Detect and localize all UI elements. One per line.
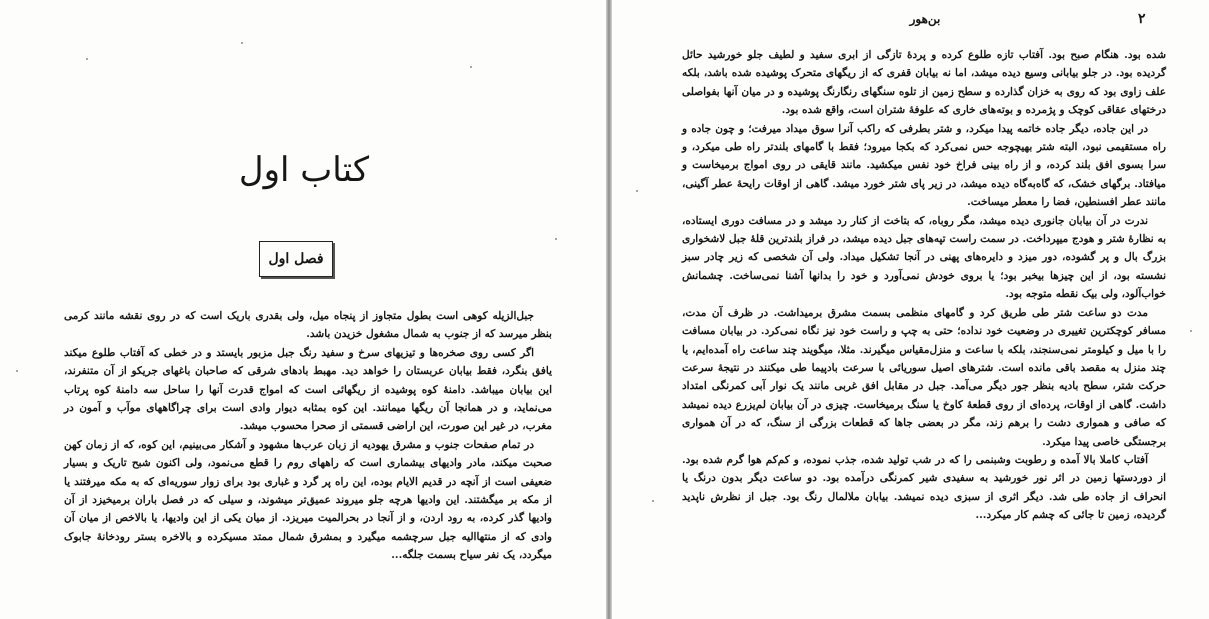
scan-speck <box>470 66 472 68</box>
chapter-heading <box>259 241 333 277</box>
paragraph: در تمام صفحات جنوب و مشرق یهودیه از زبان عرب‌ها مشهود و آشکار می‌بینیم، این کوه، که از زمان کهن صحبت میکند، مادر وادیهای بیشماری است که راههای روم را قطع می‌نمود، ولی اکنون شبح تاریک و بسیار ضعیفی است از آنچه در قدیم الایام بوده، این راه پر گرد و غباری بود برای زوار سوریه‌ای که به مکه میرفتند یا از مکه بر میگشتند. این وادیها هرچه جلو میروند عمیق‌تر میشوند، و سیلی که در فصل باران برمیخیزد از آن وادیها گذر کرده، به رود اردن، و از آنجا در بحرالمیت میریزد. از میان یکی از این وادیها، یا بالاخص از میان آن وادی که از منتهاالیه جبل سرچشمه میگیرد و بمشرق شمال ممتد مسیکرده و بالاخره بستر رودخانهٔ جابوک میگردد، یک نفر سیاح بسمت جلگه... <box>64 438 552 562</box>
scan-speck <box>636 190 638 192</box>
scan-speck <box>555 238 557 240</box>
left-body-text <box>64 307 552 565</box>
scan-speck <box>86 58 88 60</box>
scan-speck <box>16 370 18 372</box>
page-number: ۲ <box>1138 11 1146 27</box>
paragraph: جبل‌الزیله کوهی است بطول متجاوز از پنجاه میل، ولی بقدری باریک است که در روی نقشه مانند کرمی بنظر میرسد که از جنوب به شمال مشغول خزیدن باشد. <box>64 310 552 341</box>
scan-speck <box>652 500 654 502</box>
scan-speck <box>1190 330 1192 332</box>
scan-speck <box>241 42 243 44</box>
paragraph: مدت دو ساعت شتر طی طریق کرد و گامهای منظمی بسمت مشرق برمیداشت. در ظرف آن مدت، مسافر کوچکترین تغییری در وضعیت خود نداده؛ حتی به چپ و راست خود نیز نگاه نمی‌کرد. در بیابان مسافت را با میل و کیلومتر نمی‌سنجند، بلکه با ساعت و منزل‌مقیاس میگیرند. مثلا، میگویند چند ساعت راه آمده‌ایم، یا چند منزل به مقصد باقی مانده است. شترهای اصیل سوریائی با سرعت بادپیما طی میکنند در نتیجهٔ سرعت حرکت شتر، سطح بادیه بنظر جور دیگر می‌آمد. جبل در مقابل افق غربی مانند یک نوار آبی کمرنگی امتداد داشت. گاهی از اوقات، پرده‌ای از روی قطعهٔ کاوخ یا سنگ برمیخاست. چیزی در آن بیابان لم‌یزرع دیده نمیشد که صافی و همواری دشت را برهم زند، مگر در بعضی جاها که قطعات بزرگی از سنگ، که در آن همواری برجستگی خاصی پیدا میکرد. <box>682 306 1166 448</box>
paragraph: اگر کسی روی صخره‌ها و تیزیهای سرخ و سفید رنگ جبل مزبور بایستد و در خطی که آفتاب طلوع میکند یافق بنگرد، فقط بیابان عربستان را خواهد دید. مهبط بادهای شرقی که صاحبان باغهای جریکو از آن متنفرند، این بیابان میباشد. دامنهٔ کوه پوشیده از ریگهائی است که امواج قدرت آنها را ساحل سه دامنهٔ کوه پرتاب می‌نماید، و در همانجا آن ریگها میمانند. این کوه بمثابه دیوار وادی است برای چراگاههای موآب و آمون در مغرب، در غیر این صورت، این اراضی قسمتی از صحرا محسوب میشد. <box>64 346 552 433</box>
paragraph: در این جاده، دیگر جاده خاتمه پیدا میکرد، و شتر بطرفی که راکب آنرا سوق میداد میرفت؛ و چون جاده و راه مستقیمی نبود، البته شتر بهیچوجه حس نمی‌کرد که بکجا میرود؛ فقط با گامهای بلندتر راه طی میکرد، و سرا بسوی افق بلند کرده، و از راه بینی فراخ خود نفس میکشید. مانند قایقی در روی امواج برمیخاست و میافتاد. برگهای خشک، که گاه‌به‌گاه دیده میشد، در زیر پای شتر خورد میشد. گاهی از اوقات رایحهٔ عطر آگینی، مانند عطر افسنطین، فضا را معطر میساخت. <box>682 122 1166 209</box>
running-head: بن‌هور <box>909 12 941 26</box>
chapter-heading-text: فصل اول <box>268 251 324 267</box>
right-body-text <box>682 46 1166 525</box>
book-title: کتاب اول <box>238 150 370 190</box>
paragraph: ندرت در آن بیابان جانوری دیده میشد، مگر روباه، که بتاخت از کنار رد میشد و در مسافت دوری ایستاده، به نظارهٔ شتر و هودج میپرداخت. در سمت راست تپه‌های جبل دیده میشد، در فراز بلندترین قلهٔ جبل لاشخواری بزرگ بال و پر گشوده، دور میزد و دایره‌های پهنی در آنجا تشکیل میداد. ولی آن شخصی که زیر چادر سبز نشسته بود، از این چیزها بیخبر بود؛ یا بروی خودش نمی‌آورد و خود را بدانها آشنا نمی‌ساخت. چشمانش خواب‌آلود، ولی بیک نقطه متوجه بود. <box>682 214 1166 301</box>
paragraph: شده بود. هنگام صبح بود. آفتاب تازه طلوع کرده و پردهٔ تازگی از ابری سفید و لطیف جلو خورشید حائل گردیده بود. در جلو بیابانی وسیع دیده میشد، اما نه بیابان قفری که از ریگهای متحرک پوشیده شده باشد، بلکه علف زاوی بود که روی به خزان گذارده و سطح زمین از تلوه سنگهای رنگارنگ پوشیده و در میان آنها بفواصلی درختهای عقاقی کوچک و پژمرده و بوته‌های خاری که علوفهٔ شتران است، واقع شده بود. <box>682 49 1166 117</box>
paragraph: آفتاب کاملا بالا آمده و رطوبت وشبنمی را که در شب تولید شده، جذب نموده، و کم‌کم هوا گرم شده بود. از دوردستها زمین در اثر نور خورشید به سفیدی شیر کمرنگی درآمده بود. دو ساعت دیگر بدون درنگ یا انحراف از جاده طی شد. دیگر اثری از سبزی دیده نمیشد. بیابان ملالمال رنگ بود. جبل از نظرش ناپدید گردیده، زمین تا جائی که چشم کار میکرد... <box>682 453 1166 522</box>
